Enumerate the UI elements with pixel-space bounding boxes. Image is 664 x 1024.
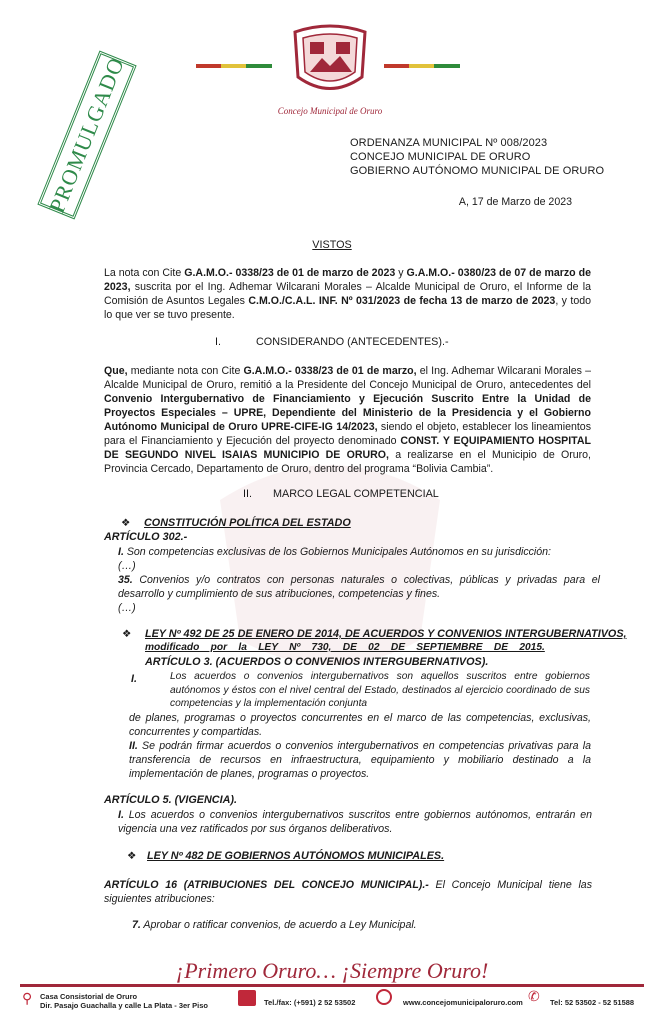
numeral: I. [118,546,124,558]
fax-icon [238,990,256,1006]
art3-text: Los acuerdos o convenios intergubernativos son aquellos suscritos entre gobiernos autónomos y éstos con el nivel central del Estado, destinados al ejercicio coordinado de sus competencias y la implementación conjunta [170,671,590,709]
text: Convenios y/o contratos con personas naturales o colectivas, públicas y privadas para el desarrollo y cumplimiento de sus atribuciones, competencias y fines. [118,574,600,600]
footer-address-1: Casa Consistorial de Oruro [40,992,138,1001]
diamond-bullet-icon: ❖ [127,850,137,862]
footer-website[interactable]: www.concejomunicipaloruro.com [403,998,523,1007]
art16-paragraph [104,878,592,906]
vistos-paragraph [104,266,591,322]
numeral-7 [132,918,417,932]
art5-text [118,808,592,836]
art3-numeral-i: I. [131,673,137,685]
cite-1: G.A.M.O.- 0338/23 de 01 de marzo de 2023 [184,267,396,279]
ordinance-number: ORDENANZA MUNICIPAL Nº 008/2023 [350,137,548,149]
que: Que, [104,365,128,377]
location-pin-icon: ⚲ [22,990,33,1006]
text: Se podrán firmar acuerdos o convenios intergubernativos en competencias privativas para la transferencia de recursos en infraestructura, equipamiento y mobiliario destinado a la implementación de planes, programas o proyectos. [129,740,591,780]
text: mediante nota con Cite [127,365,244,377]
art3-heading: ARTÍCULO 3. (ACUERDOS O CONVENIOS INTERGUBERNATIVOS). [145,656,489,668]
diamond-bullet-icon: ❖ [122,628,132,640]
art5-heading: ARTÍCULO 5. (VIGENCIA). [104,794,237,806]
ley482-heading: LEY Nº 482 DE GOBIERNOS AUTÓNOMOS MUNICIPALES. [147,850,445,862]
text: Los acuerdos o convenios intergubernativos suscritos entre gobiernos autónomos, entrarán en vigencia una vez ratificados por sus órganos deliberativos. [118,809,592,835]
text: , y todo lo que ver se tuvo presente. [104,295,591,321]
section-number-1: I. [215,336,221,348]
flag-line-right [384,64,460,68]
numeral-35 [118,573,600,601]
section-number-2: II. [243,488,252,500]
footer-address-2: Dir. Pasajo Guachalla y calle La Plata - 3er Piso [40,1001,208,1010]
text: El Concejo Municipal tiene las siguientes atribuciones: [104,879,592,905]
seal-text: Concejo Municipal de Oruro [277,106,383,116]
considerando-title: CONSIDERANDO (ANTECEDENTES).- [256,336,449,348]
footer-slogan: ¡Primero Oruro… ¡Siempre Oruro! [175,958,489,983]
art3-paragraph-ii [129,739,591,781]
considerando-paragraph [104,364,591,476]
report-ref: C.M.O./C.A.L. INF. Nº 031/2023 de fecha 13 de marzo de 2023 [248,295,556,307]
promulgado-stamp [1,53,174,217]
council-name: CONCEJO MUNICIPAL DE ORURO [350,151,531,163]
marco-title: MARCO LEGAL COMPETENCIAL [273,488,439,500]
art3-continued: de planes, programas o proyectos concurrentes en el marco de las competencias, exclusivas, concurrentes y compartidas. [129,712,591,738]
municipal-seal-logo [270,22,390,122]
vistos-title: VISTOS [312,239,352,251]
document-date: A, 17 de Marzo de 2023 [458,196,572,208]
flag-line-left [196,64,272,68]
text: siendo el objeto, establecer los lineamientos para el Financiamiento y Ejecución del proyecto denominado [104,421,591,447]
numeral: 35. [118,574,133,586]
convenio-name: Convenio Intergubernativo de Financiamiento y Ejecución Suscrito Entre la Unidad de Proyectos Especiales – UPRE, Dependiente del Ministerio de la Presidencia y el Gobierno Autónomo Municipal de Oruro UPRE-CIFE-IG 14/2023, [104,393,591,433]
ley492-heading: LEY Nº 492 DE 25 DE ENERO DE 2014, DE ACUERDOS Y CONVENIOS INTERGUBERNATIVOS, [145,628,627,640]
ellipsis-1: (…) [118,560,136,572]
numeral: II. [129,740,138,752]
text: y [395,267,407,279]
art302-heading: ARTÍCULO 302.- [104,531,188,543]
ley492-modificado: modificado por la LEY Nº 730, DE 02 DE SEPTIEMBRE DE 2015. [145,642,545,653]
art16-heading: ARTÍCULO 16 (ATRIBUCIONES DEL CONCEJO MUNICIPAL).- [104,879,429,891]
ellipsis-2: (…) [118,602,136,614]
text: La nota con Cite [104,267,185,279]
text: Aprobar o ratificar convenios, de acuerdo a Ley Municipal. [140,919,417,931]
text: a realizarse en el Municipio de Oruro, Provincia Cercado, Departamento de Oruro, dentro del programa “Bolivia Cambia”. [104,449,591,475]
footer-phones: Tel: 52 53502 - 52 51588 [550,998,635,1007]
text: suscrita por el Ing. Adhemar Wilcarani Morales – Alcalde Municipal de Oruro, el Informe de la Comisión de Asuntos Legales [104,281,591,307]
text: Son competencias exclusivas de los Gobiernos Municipales Autónomos en su jurisdicción: [123,546,551,558]
footer-rule [20,984,644,987]
project-name: CONST. Y EQUIPAMIENTO HOSPITAL DE SEGUNDO NIVEL ISAIAS MUNICIPIO DE ORURO, [104,435,591,461]
government-name: GOBIERNO AUTÓNOMO MUNICIPAL DE ORURO [350,165,605,177]
numeral: 7. [132,919,141,931]
text: el Ing. Adhemar Wilcarani Morales – Alcalde Municipal de Oruro, remitió a la Presidente del Concejo Municipal de Oruro, antecedentes del [104,365,591,391]
cite: G.A.M.O.- 0338/23 de 01 de marzo, [243,365,417,377]
phone-icon: ✆ [528,988,540,1004]
stamp-text: PROMULGADO [37,51,136,220]
globe-icon [376,989,392,1005]
numeral: I. [118,809,124,821]
cite-2: G.A.M.O.- 0380/23 de 07 de marzo de 2023, [104,267,591,293]
cpe-heading: CONSTITUCIÓN POLÍTICA DEL ESTADO [144,517,351,529]
art302-text [118,545,598,559]
footer-telfax: Tel./fax: (+591) 2 52 53502 [264,998,356,1007]
diamond-bullet-icon: ❖ [121,517,131,529]
